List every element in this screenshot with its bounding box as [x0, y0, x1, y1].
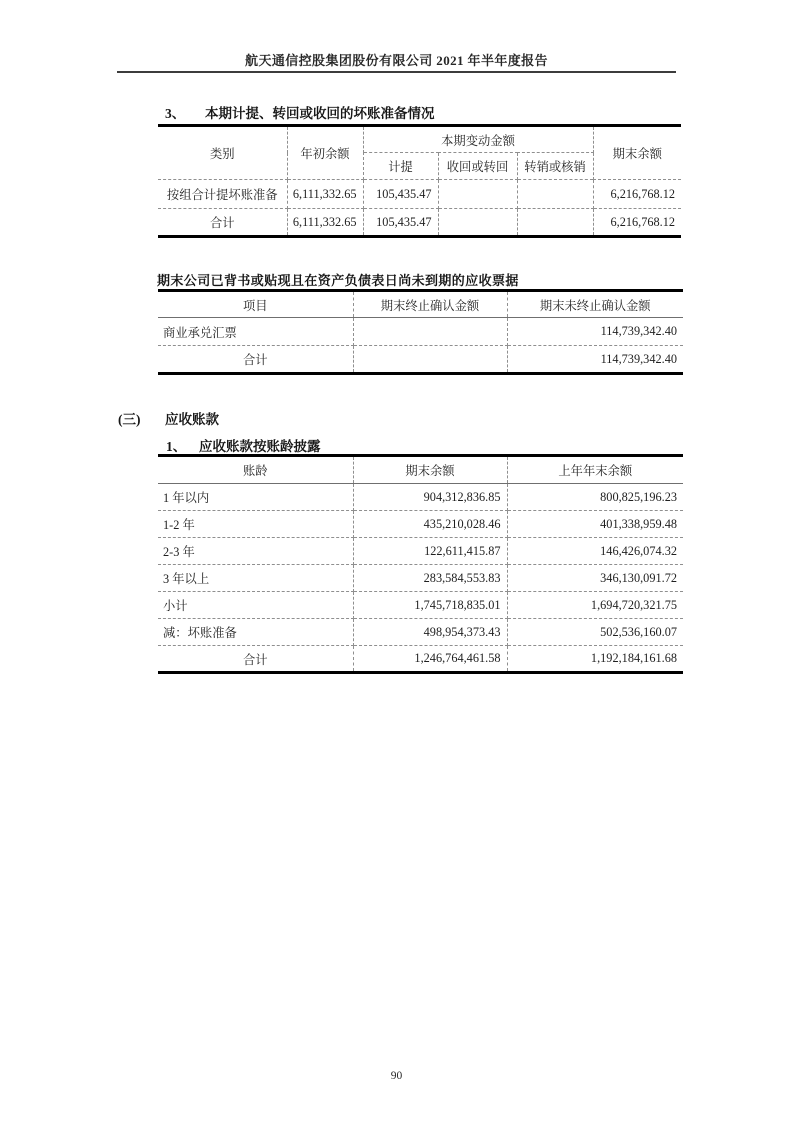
table-row — [158, 565, 683, 592]
table-subtotal-row — [158, 592, 683, 619]
cell-closing-balance: 498,954,373.43 — [353, 619, 507, 646]
header-cell-category: 类别 — [158, 126, 287, 180]
cell-item: 合计 — [158, 346, 353, 374]
cell-derecognized — [353, 318, 507, 346]
table-row — [158, 484, 683, 511]
section-number: (三) — [118, 412, 141, 427]
cell-provision: 105,435.47 — [363, 180, 438, 209]
header-cell-derecognized: 期末终止确认金额 — [353, 291, 507, 318]
header-cell-item: 项目 — [158, 291, 353, 318]
cell-category: 合计 — [158, 209, 287, 237]
header-cell-prior-year-balance: 上年年末余额 — [507, 456, 683, 484]
table-row — [158, 619, 683, 646]
header-cell-aging: 账龄 — [158, 456, 353, 484]
cell-item: 商业承兑汇票 — [158, 318, 353, 346]
section-title: 应收账款 — [165, 412, 219, 427]
table-total-row — [158, 346, 683, 374]
header-cell-recovered: 收回或转回 — [438, 153, 517, 180]
cell-opening-balance: 6,111,332.65 — [287, 180, 363, 209]
cell-closing-balance: 122,611,415.87 — [353, 538, 507, 565]
cell-written-off — [517, 209, 593, 237]
cell-opening-balance: 6,111,332.65 — [287, 209, 363, 237]
cell-aging: 1-2 年 — [158, 511, 353, 538]
table-row — [158, 538, 683, 565]
cell-closing-balance: 904,312,836.85 — [353, 484, 507, 511]
table-row — [158, 511, 683, 538]
cell-closing-balance: 6,216,768.12 — [593, 209, 681, 237]
header-cell-closing-balance: 期末余额 — [353, 456, 507, 484]
section-title: 本期计提、转回或收回的坏账准备情况 — [205, 106, 435, 121]
header-cell-provision: 计提 — [363, 153, 438, 180]
cell-aging: 合计 — [158, 646, 353, 673]
table-header-row — [158, 126, 681, 153]
header-cell-not-derecognized: 期末未终止确认金额 — [507, 291, 683, 318]
section-title: 应收账款按账龄披露 — [199, 439, 321, 454]
cell-recovered — [438, 180, 517, 209]
cell-derecognized — [353, 346, 507, 374]
table-header-row — [158, 456, 683, 484]
table-row — [158, 180, 681, 209]
cell-prior-year-balance: 1,192,184,161.68 — [507, 646, 683, 673]
cell-closing-balance: 283,584,553.83 — [353, 565, 507, 592]
cell-aging: 减：坏账准备 — [158, 619, 353, 646]
header-rule — [117, 71, 676, 73]
section-heading-1 — [166, 435, 321, 455]
cell-not-derecognized: 114,739,342.40 — [507, 346, 683, 374]
cell-closing-balance: 1,745,718,835.01 — [353, 592, 507, 619]
table-row — [158, 318, 683, 346]
page-number: 90 — [390, 1070, 403, 1082]
cell-closing-balance: 1,246,764,461.58 — [353, 646, 507, 673]
section-number: 3、 — [165, 106, 186, 121]
cell-prior-year-balance: 800,825,196.23 — [507, 484, 683, 511]
cell-not-derecognized: 114,739,342.40 — [507, 318, 683, 346]
note-endorsed-receivables: 期末公司已背书或贴现且在资产负债表日尚未到期的应收票据 — [157, 273, 519, 288]
header-cell-closing-balance: 期末余额 — [593, 126, 681, 180]
table-header-row — [158, 291, 683, 318]
cell-provision: 105,435.47 — [363, 209, 438, 237]
header-cell-opening-balance: 年初余额 — [287, 126, 363, 180]
cell-closing-balance: 6,216,768.12 — [593, 180, 681, 209]
table-total-row — [158, 646, 683, 673]
cell-aging: 3 年以上 — [158, 565, 353, 592]
cell-closing-balance: 435,210,028.46 — [353, 511, 507, 538]
accounts-receivable-aging-table — [158, 454, 683, 674]
doc-header-title: 航天通信控股集团股份有限公司 2021 年半年度报告 — [245, 53, 548, 68]
cell-prior-year-balance: 146,426,074.32 — [507, 538, 683, 565]
cell-category: 按组合计提坏账准备 — [158, 180, 287, 209]
cell-recovered — [438, 209, 517, 237]
header-cell-written-off: 转销或核销 — [517, 153, 593, 180]
cell-prior-year-balance: 502,536,160.07 — [507, 619, 683, 646]
cell-aging: 2-3 年 — [158, 538, 353, 565]
section-heading-3 — [165, 102, 435, 122]
section-heading-three — [118, 408, 219, 428]
cell-prior-year-balance: 346,130,091.72 — [507, 565, 683, 592]
cell-written-off — [517, 180, 593, 209]
table-total-row — [158, 209, 681, 237]
endorsed-notes-table — [158, 289, 683, 375]
section-number: 1、 — [166, 439, 187, 454]
cell-aging: 小计 — [158, 592, 353, 619]
cell-prior-year-balance: 401,338,959.48 — [507, 511, 683, 538]
cell-aging: 1 年以内 — [158, 484, 353, 511]
cell-prior-year-balance: 1,694,720,321.75 — [507, 592, 683, 619]
bad-debt-provision-table — [158, 124, 681, 238]
header-cell-current-change: 本期变动金额 — [363, 126, 593, 153]
